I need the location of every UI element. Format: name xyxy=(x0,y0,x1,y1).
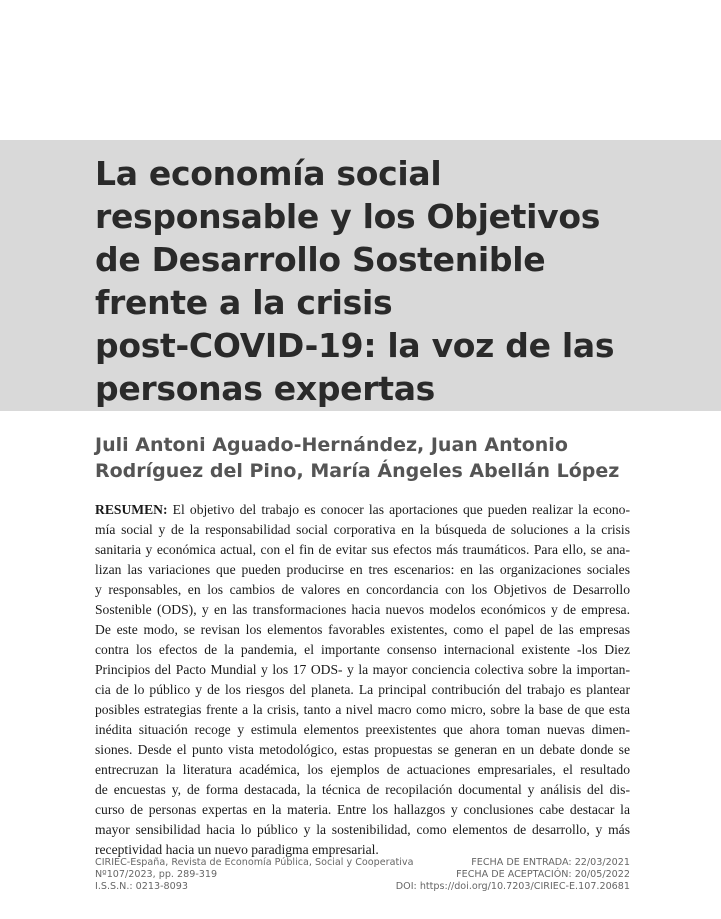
accepted-date: FECHA DE ACEPTACIÓN: 20/05/2022 xyxy=(456,869,630,880)
abstract-line: sanitaria y económica actual, con el fin de evitar sus efectos más traumáticos. Para ello, se ana- xyxy=(95,542,630,557)
abstract-line: De este modo, se revisan los elementos favorables existentes, como el papel de las empresas xyxy=(95,622,630,637)
issue-pages: Nº107/2023, pp. 289-319 xyxy=(95,869,218,880)
abstract-line: mayor sensibilidad hacia lo público y la sostenibilidad, como elementos de desarrollo, y más xyxy=(95,822,630,837)
article-title xyxy=(95,152,695,410)
journal-info xyxy=(95,857,413,893)
abstract-text: El objetivo del trabajo es conocer las aportaciones que pueden realizar la econo- xyxy=(172,502,630,517)
title-line: de Desarrollo Sostenible xyxy=(95,240,546,279)
abstract-line xyxy=(95,500,630,520)
abstract-line: posibles estrategias frente a la crisis, tanto a nivel macro como micro, sobre la base de que esta xyxy=(95,702,630,717)
journal-name: CIRIEC-España, Revista de Economía Pública, Social y Cooperativa xyxy=(95,857,414,868)
author-line: Juli Antoni Aguado-Hernández, Juan Antonio xyxy=(95,434,568,456)
abstract-line: cia de lo público y de los riesgos del planeta. La principal contribución del trabajo es plantear xyxy=(95,682,630,697)
abstract-line: contra los efectos de la pandemia, el importante consenso internacional existente -los Diez xyxy=(95,642,630,657)
abstract-line: curso de personas expertas en la materia. Entre los hallazgos y conclusiones cabe destacar la xyxy=(95,802,630,817)
author-list xyxy=(95,432,655,484)
title-line: personas expertas xyxy=(95,369,436,408)
issn: I.S.S.N.: 0213-8093 xyxy=(95,881,188,892)
abstract-line: inédita situación recoge y estimula elementos preexistentes que ahora toman nuevas dimen- xyxy=(95,722,630,737)
title-line: responsable y los Objetivos xyxy=(95,197,601,236)
abstract xyxy=(95,500,630,860)
abstract-label: RESUMEN: xyxy=(95,502,168,517)
article-dates xyxy=(396,857,630,893)
title-line: La economía social xyxy=(95,154,442,193)
abstract-line: y responsables, en los cambios de valores en concordancia con los Objetivos de Desarrollo xyxy=(95,582,630,597)
author-line: Rodríguez del Pino, María Ángeles Abellán López xyxy=(95,460,620,482)
abstract-line: Principios del Pacto Mundial y los 17 ODS- y la mayor conciencia colectiva sobre la importan- xyxy=(95,662,630,677)
abstract-line: mía social y de la responsabilidad social corporativa en la búsqueda de soluciones a la crisis xyxy=(95,522,630,537)
abstract-line: de encuestas y, de forma destacada, la técnica de recopilación documental y análisis del dis- xyxy=(95,782,630,797)
abstract-line: lizan las variaciones que pueden producirse en tres escenarios: en las organizaciones sociales xyxy=(95,562,630,577)
abstract-line: receptividad hacia un nuevo paradigma empresarial. xyxy=(95,842,379,857)
title-line: post-COVID-19: la voz de las xyxy=(95,326,615,365)
abstract-line: Sostenible (ODS), y en las transformaciones hacia nuevos modelos económicos y de empresa. xyxy=(95,602,630,617)
abstract-line: siones. Desde el punto vista metodológico, estas propuestas se generan en un debate donde se xyxy=(95,742,630,757)
title-line: frente a la crisis xyxy=(95,283,393,322)
doi-link[interactable]: DOI: https://doi.org/10.7203/CIRIEC-E.107.20681 xyxy=(395,881,630,892)
received-date: FECHA DE ENTRADA: 22/03/2021 xyxy=(471,857,630,868)
abstract-line: entrecruzan la literatura académica, los ejemplos de actuaciones empresariales, el resultado xyxy=(95,762,630,777)
